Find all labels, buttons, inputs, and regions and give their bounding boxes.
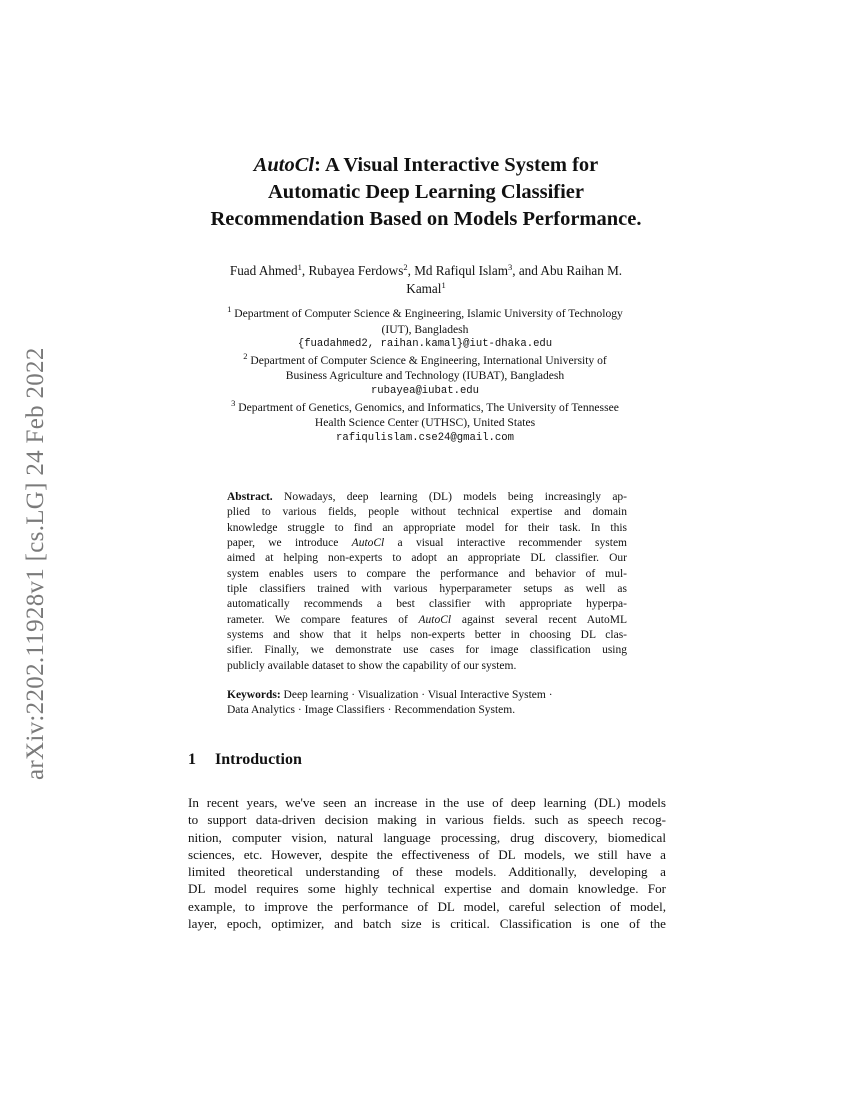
paragraph-line: to support data-driven decision making in various fields. such as speech recog- (188, 812, 666, 828)
affiliation-1-text: Department of Computer Science & Engineering, Islamic University of Technology (231, 307, 623, 320)
abstract-line: automatically recommends a best classifier with appropriate hyperpa- (227, 598, 627, 611)
abstract-line: plied to various fields, people without technical expertise and domain (227, 506, 627, 519)
paragraph-line: limited theoretical understanding of these models. Additionally, developing a (188, 864, 666, 879)
abstract-label: Abstract. (227, 491, 273, 503)
section-title: Introduction (215, 751, 302, 768)
author-4-part-1: , and Abu Raihan M. (512, 263, 623, 278)
paragraph-line: sciences, etc. However, despite the effectiveness of DL models, we still have a (188, 846, 666, 862)
abstract-system-name: AutoCl (351, 537, 385, 550)
affiliation-1-line-2: (IUT), Bangladesh (381, 322, 469, 336)
paper-title (150, 152, 702, 233)
author-3: , Md Rafiqul Islam (407, 263, 508, 278)
abstract-line: system enables users to compare the performance and behavior of mul- (227, 567, 627, 580)
abstract-text: a visual interactive recommender system (384, 537, 627, 550)
keywords (227, 688, 627, 719)
affiliation-3-line-1 (170, 397, 680, 416)
affiliation-2-mark: 2 (243, 350, 248, 361)
paragraph-line: In recent years, we've seen an increase in the use of deep learning (DL) models (188, 795, 666, 810)
abstract-line: tiple classifiers trained with various hyperparameter setups as well as (227, 583, 627, 596)
affiliation-3-text: Department of Genetics, Genomics, and Informatics, The University of Tennessee (235, 400, 619, 414)
keywords-line (227, 688, 627, 703)
section-number: 1 (188, 751, 196, 768)
keywords-label: Keywords: (227, 689, 281, 701)
title-line-3: Recommendation Based on Models Performance. (210, 208, 642, 230)
affiliation-1-email: {fuadahmed2, raihan.kamal}@iut-dhaka.edu (297, 338, 553, 351)
paragraph-line: example, to improve the performance of DL model, careful selection of model, (188, 898, 666, 914)
abstract-text: Nowadays, deep learning (DL) models being increasingly ap- (272, 491, 627, 503)
affiliation-1-mark: 1 (227, 304, 232, 314)
abstract-text: paper, we introduce (227, 537, 352, 550)
abstract-line: sifier. Finally, we demonstrate use cases for image classification using (227, 644, 627, 657)
affiliation-1-line-1 (170, 306, 680, 322)
introduction-paragraph (188, 794, 666, 932)
affiliation-2-email: rubayea@iubat.edu (370, 384, 480, 397)
abstract-line: systems and show that it helps non-experts better in choosing DL clas- (227, 629, 627, 642)
arxiv-stamp: arXiv:2202.11928v1 [cs.LG] 24 Feb 2022 (22, 347, 49, 780)
affiliation-3-line-2: Health Science Center (UTHSC), United States (314, 416, 536, 430)
author-2-affil: 2 (403, 262, 408, 272)
author-4-affil: 1 (441, 280, 446, 290)
abstract-line: publicly available dataset to show the capability of our system. (227, 659, 517, 672)
paragraph-line: DL model requires some highly technical expertise and domain knowledge. For (188, 881, 666, 897)
abstract-system-name: AutoCl (418, 613, 452, 626)
keywords-line: Data Analytics · Image Classifiers · Recommendation System. (227, 704, 516, 717)
author-4-part-2: Kamal (406, 281, 442, 296)
author-1: Fuad Ahmed (229, 263, 298, 278)
title-system-name: AutoCl (253, 154, 315, 176)
abstract-line (227, 536, 627, 551)
affiliation-3-mark: 3 (231, 397, 236, 408)
affiliation-2-line-2: Business Agriculture and Technology (IUBAT), Bangladesh (285, 369, 565, 383)
author-list (160, 262, 692, 298)
abstract-line (227, 490, 627, 505)
section-heading-introduction (188, 751, 302, 769)
author-1-affil: 1 (297, 262, 302, 272)
title-line-2: Automatic Deep Learning Classifier (268, 181, 584, 203)
paragraph-line: layer, epoch, optimizer, and batch size is critical. Classification is one of the (188, 915, 666, 931)
abstract-line (227, 613, 627, 628)
title-line-1-rest: : A Visual Interactive System for (314, 154, 599, 176)
affiliation-2-text: Department of Computer Science & Engineering, International University of (247, 353, 607, 367)
abstract-text: against several recent AutoML (451, 613, 627, 626)
affiliations (170, 306, 680, 446)
abstract-line: aimed at helping non-experts to adopt an appropriate DL classifier. Our (227, 552, 627, 565)
paragraph-line: nition, computer vision, natural language processing, drug discovery, biomedical (188, 829, 666, 845)
author-3-affil: 3 (507, 262, 513, 272)
title-line-1 (150, 152, 702, 179)
affiliation-3-email: rafiqulislam.cse24@gmail.com (335, 431, 514, 444)
abstract-text: rameter. We compare features of (227, 613, 419, 626)
author-2: , Rubayea Ferdows (301, 263, 404, 278)
keywords-text: Deep learning · Visualization · Visual Interactive System · (280, 689, 553, 701)
abstract (227, 490, 627, 674)
affiliation-2-line-1 (170, 350, 680, 369)
abstract-line: knowledge struggle to find an appropriate model for their task. In this (227, 521, 627, 534)
